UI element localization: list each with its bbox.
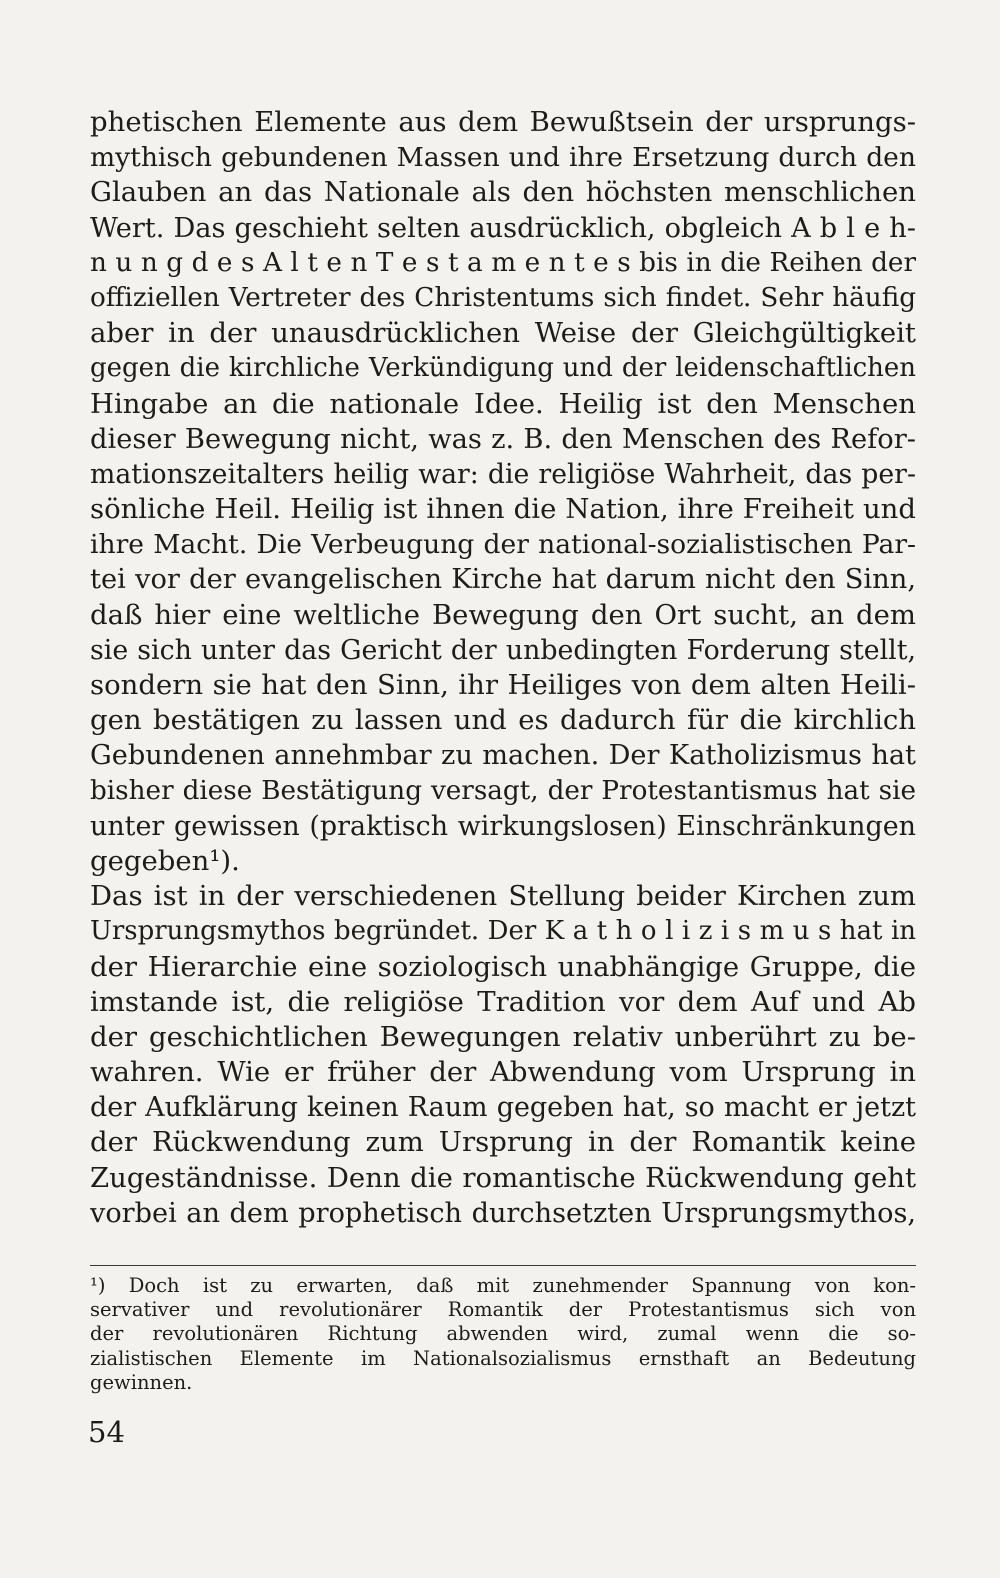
text-line: Glauben an das Nationale als den höchsten menschlichen [90,176,916,209]
footnote-line: servativer und revolutionärer Romantik der Protestantismus sich von [90,1298,916,1322]
text-line: mythisch gebundenen Massen und ihre Ersetzung durch den [90,142,916,174]
text-line: Wert. Das geschieht selten ausdrücklich, obgleich A b l e h- [90,212,916,244]
text-line: sondern sie hat den Sinn, ihr Heiliges von dem alten Heili- [90,669,916,701]
text-line: n u n g d e s A l t e n T e s t a m e n t e s bis in die Reihen der [90,247,916,278]
text-line: vorbei an dem prophetisch durchsetzten Ursprungsmythos, [90,1197,916,1229]
text-line: Ursprungsmythos begründet. Der K a t h o l i z i s m u s hat in [90,916,916,947]
text-line: imstande ist, die religiöse Tradition vor dem Auf und Ab [90,985,916,1018]
footnote [90,1274,916,1395]
footnote-divider [90,1265,916,1266]
text-line: Zugeständnisse. Denn die romantische Rückwendung geht [90,1161,916,1194]
footnote-line: der revolutionären Richtung abwenden wird, zumal wenn die so- [90,1322,916,1346]
text-line: sönliche Heil. Heilig ist ihnen die Nation, ihre Freiheit und [90,493,916,526]
text-line: dieser Bewegung nicht, was z. B. den Menschen des Refor- [90,423,916,455]
text-line: unter gewissen (praktisch wirkungslosen) Einschränkungen [90,810,916,842]
text-line: der geschichtlichen Bewegungen relativ unberührt zu be- [90,1020,916,1053]
text-line: der Rückwendung zum Ursprung in der Romantik keine [90,1126,916,1159]
text-line: der Hierarchie eine soziologisch unabhängige Gruppe, die [90,950,916,983]
text-line: Das ist in der verschiedenen Stellung beider Kirchen zum [90,880,916,913]
footnote-line: gewinnen. [90,1370,193,1394]
text-line: bisher diese Bestätigung versagt, der Protestantismus hat sie [90,775,916,806]
text-line: tei vor der evangelischen Kirche hat darum nicht den Sinn, [90,564,916,596]
body-text [90,105,916,1231]
text-line: offiziellen Vertreter des Christentums sich findet. Sehr häufig [90,282,916,313]
footnote-line: zialistischen Elemente im Nationalsozialismus ernsthaft an Bedeutung [90,1346,916,1370]
text-line: mationszeitalters heilig war: die religiöse Wahrheit, das per- [90,458,916,490]
text-line: der Aufklärung keinen Raum gegeben hat, so macht er jetzt [90,1092,916,1124]
text-line: gegeben¹). [90,844,240,877]
footnote-line: ¹) Doch ist zu erwarten, daß mit zunehmender Spannung von kon- [90,1274,916,1297]
text-line: daß hier eine weltliche Bewegung den Ort sucht, an dem [90,598,916,631]
text-line: Gebundenen annehmbar zu machen. Der Katholizismus hat [90,740,916,772]
page-number: 54 [88,1415,125,1449]
text-line: gen bestätigen zu lassen und es dadurch für die kirchlich [90,704,916,737]
text-line: wahren. Wie er früher der Abwendung vom Ursprung in [90,1056,916,1089]
text-line: aber in der unausdrücklichen Weise der Gleichgültigkeit [90,317,916,350]
text-line: sie sich unter das Gericht der unbedingten Forderung stellt, [90,634,916,666]
text-line: phetischen Elemente aus dem Bewußtsein der ursprungs- [90,106,916,138]
text-line: Hingabe an die nationale Idee. Heilig ist den Menschen [90,387,916,420]
text-line: ihre Macht. Die Verbeugung der national-sozialistischen Par- [90,529,916,561]
text-line: gegen die kirchliche Verkündigung und der leidenschaftlichen [90,353,916,384]
